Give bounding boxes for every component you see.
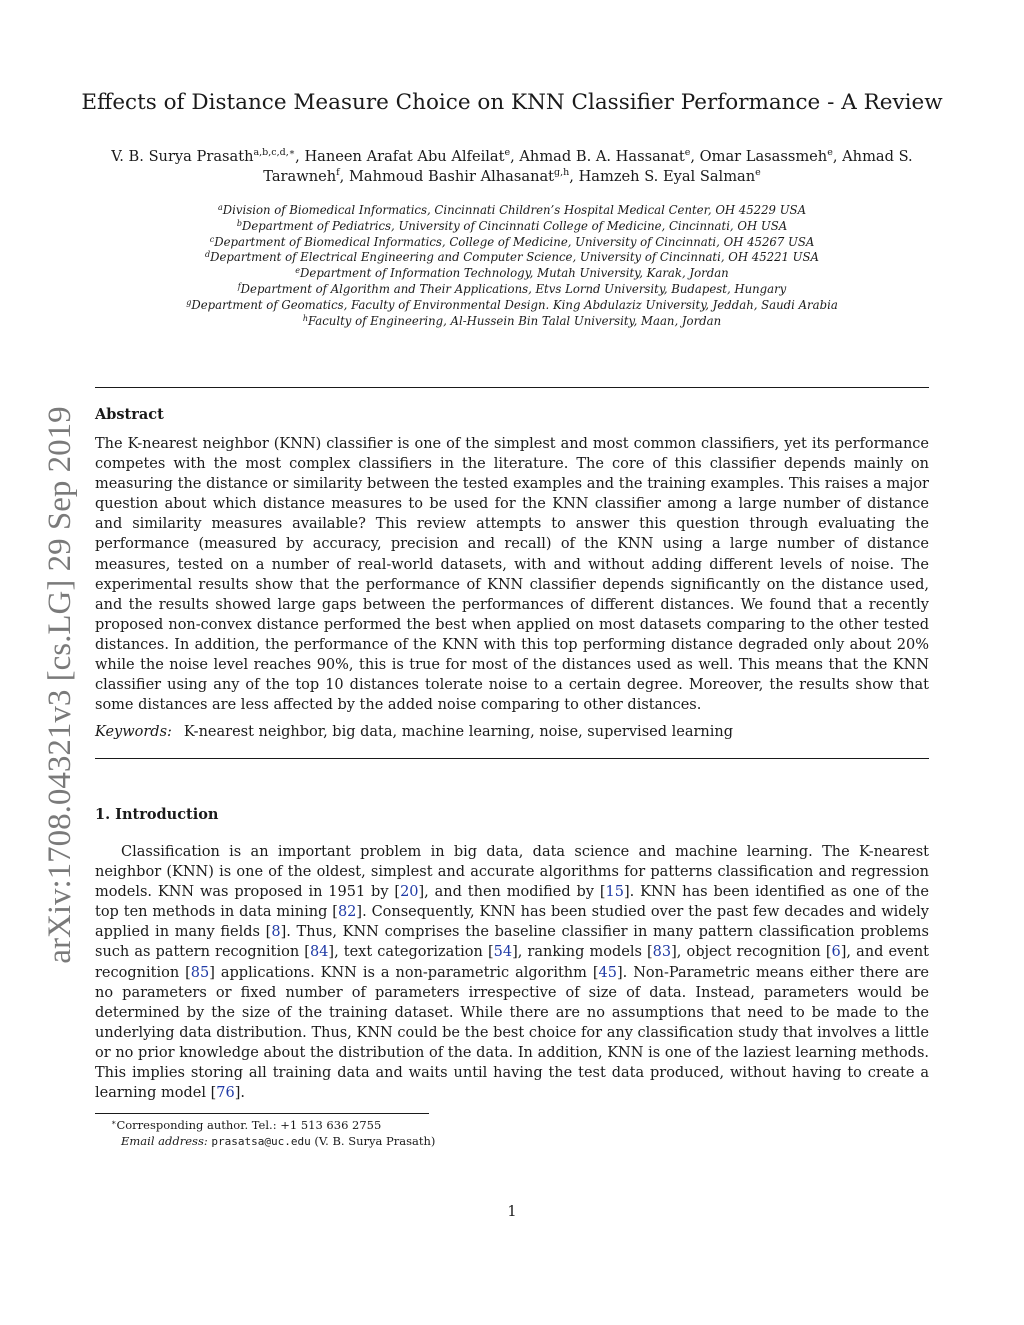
footnote-email	[121, 1134, 721, 1149]
author-separator: ,	[690, 148, 700, 165]
citation-link[interactable]: 6	[831, 944, 841, 961]
affiliation-list	[95, 203, 929, 329]
affiliation-marker: d	[205, 250, 211, 260]
arxiv-identifier: arXiv:1708.04321v3 [cs.LG] 29 Sep 2019	[42, 406, 78, 964]
author-affiliation-marker: e	[755, 167, 761, 178]
bottom-divider	[95, 758, 929, 759]
affiliation-text: Department of Information Technology, Mutah University, Karak, Jordan	[300, 266, 729, 281]
author-affiliation-marker: e	[504, 147, 511, 158]
introduction-text: ], ranking models [	[512, 944, 653, 961]
author-affiliation-marker: e	[827, 147, 833, 158]
author-separator: ,	[339, 168, 349, 185]
footnote-corresponding-text: Corresponding author. Tel.: +1 513 636 2755	[116, 1118, 382, 1132]
affiliation-line	[95, 298, 929, 314]
author-name: Mahmoud Bashir Alhasanat	[348, 168, 555, 185]
affiliation-marker: c	[209, 234, 215, 244]
citation-link[interactable]: 76	[216, 1085, 235, 1102]
introduction-text: ]. Non-Parametric means either there are no parameters or fixed number of parameters irrespective of size of data. Instead, parameters would be determined by the size of the training dataset. While there are no assumptions that need to be made to the underlying data distribution. Thus, KNN could be the best choice for any classification study that involves a little or no prior knowledge about the distribution of the data. In addition, KNN is one of the laziest learning methods. This implies storing all training data and waits until having the test data produced, without having to create a learning model [	[95, 964, 929, 1102]
affiliation-text: Department of Geomatics, Faculty of Environmental Design. King Abdulaziz University, Jeddah, Saudi Arabia	[191, 297, 838, 312]
citation-link[interactable]: 83	[652, 944, 672, 961]
citation-link[interactable]: 8	[271, 924, 281, 941]
affiliation-line	[95, 282, 929, 298]
affiliation-marker: f	[237, 281, 241, 291]
introduction-text: ], and event recognition [	[95, 944, 929, 981]
author-name: Haneen Arafat Abu Alfeilat	[304, 148, 505, 165]
author-separator: ,	[569, 168, 579, 185]
abstract-text: The K-nearest neighbor (KNN) classifier is one of the simplest and most common classifiers, yet its performance competes with the most complex classifiers in the literature. The core of this classifier depends mainly on measuring the distance or similarity between the tested examples and the training examples. This raises a major question about which distance measures to be used for the KNN classifier among a large number of distance and similarity measures available? This review attempts to answer this question through evaluating the performance (measured by accuracy, precision and recall) of the KNN using a large number of distance measures, tested on a number of real-world datasets, with and without adding different levels of noise. The experimental results show that the performance of KNN classifier depends significantly on the distance used, and the results showed large gaps between the performances of different distances. We found that a recently proposed non-convex distance performed the best when applied on most datasets comparing to the other tested distances. In addition, the performance of the KNN with this top performing distance degraded only about 20% while the noise level reaches 90%, this is true for most of the distances used as well. This means that the KNN classifier using any of the top 10 distances tolerate noise to a certain degree. Moreover, the results show that some distances are less affected by the added noise comparing to other distances.	[95, 436, 929, 714]
author-name: Hamzeh S. Eyal Salman	[578, 168, 756, 185]
keywords-label: Keywords:	[95, 724, 172, 740]
footnote-marker: ∗	[111, 1118, 117, 1127]
introduction-text: ], and then modified by [	[418, 884, 606, 901]
affiliation-marker: h	[302, 313, 308, 323]
paper-title: Effects of Distance Measure Choice on KNN Classifier Performance - A Review	[81, 90, 943, 115]
introduction-text: ]. Consequently, KNN has been studied over the past few decades and widely applied in many fields [	[95, 904, 929, 941]
email-label: Email address:	[121, 1134, 208, 1148]
keywords	[95, 724, 929, 740]
author-separator: ,	[510, 148, 520, 165]
introduction-text: ] applications. KNN is a non-parametric algorithm [	[209, 964, 599, 981]
abstract-heading: Abstract	[95, 406, 164, 423]
footnote-corresponding	[111, 1118, 711, 1133]
affiliation-marker: e	[295, 266, 301, 276]
author-affiliation-marker: a,b,c,d,∗	[253, 147, 296, 158]
author-name: Ahmad S. Tarawneh	[263, 148, 913, 185]
citation-link[interactable]: 54	[493, 944, 513, 961]
introduction-heading: 1. Introduction	[95, 806, 219, 823]
top-divider	[95, 387, 929, 388]
author-affiliation-marker: g,h	[554, 167, 570, 178]
citation-link[interactable]: 15	[605, 884, 624, 901]
affiliation-line	[95, 235, 929, 251]
introduction-text: ], text categorization [	[328, 944, 494, 961]
affiliation-text: Department of Biomedical Informatics, College of Medicine, University of Cincinnati, OH 45267 USA	[214, 234, 815, 249]
author-name: Ahmad B. A. Hassanat	[519, 148, 685, 165]
affiliation-marker: g	[186, 297, 192, 307]
keywords-text: K-nearest neighbor, big data, machine learning, noise, supervised learning	[183, 724, 733, 740]
author-name: Omar Lasassmeh	[699, 148, 828, 165]
citation-link[interactable]: 20	[400, 884, 419, 901]
affiliation-line	[95, 203, 929, 219]
email-address[interactable]: prasatsa@uc.edu	[211, 1135, 311, 1148]
affiliation-line	[95, 314, 929, 330]
affiliation-text: Department of Pediatrics, University of Cincinnati College of Medicine, Cincinnati, OH USA	[241, 218, 788, 233]
affiliation-text: Department of Electrical Engineering and Computer Science, University of Cincinnati, OH 45221 USA	[210, 250, 819, 265]
affiliation-line	[95, 219, 929, 235]
email-owner: (V. B. Surya Prasath)	[314, 1134, 436, 1148]
affiliation-line	[95, 250, 929, 266]
author-name: V. B. Surya Prasath	[111, 148, 254, 165]
author-list	[80, 147, 944, 187]
citation-link[interactable]: 82	[337, 904, 357, 921]
citation-link[interactable]: 84	[309, 944, 329, 961]
citation-link[interactable]: 85	[190, 964, 210, 981]
author-affiliation-marker: f	[336, 167, 340, 178]
footnote-divider	[95, 1113, 429, 1114]
author-affiliation-marker: e	[684, 147, 691, 158]
affiliation-text: Division of Biomedical Informatics, Cincinnati Children’s Hospital Medical Center, OH 45229 USA	[222, 203, 807, 217]
affiliation-marker: a	[217, 203, 223, 212]
affiliation-line	[95, 266, 929, 282]
introduction-text: ]. KNN has been identified as one of the top ten methods in data mining [	[95, 884, 929, 921]
introduction-paragraph	[95, 842, 929, 1103]
introduction-text: ]. Thus, KNN comprises the baseline classifier in many pattern classification problems such as pattern recognition [	[95, 924, 929, 961]
introduction-text: ], object recognition [	[671, 944, 832, 961]
introduction-text: ].	[234, 1085, 245, 1102]
affiliation-text: Department of Algorithm and Their Applications, Etvs Lornd University, Budapest, Hungary	[240, 281, 787, 296]
author-separator: ,	[832, 148, 843, 165]
introduction-text: Classification is an important problem in big data, data science and machine learning. The K-nearest neighbor (KNN) is one of the oldest, simplest and accurate algorithms for patterns classification and regression models. KNN was proposed in 1951 by [	[95, 844, 929, 901]
affiliation-marker: b	[236, 218, 242, 228]
author-separator: ,	[295, 148, 305, 165]
affiliation-text: Faculty of Engineering, Al-Hussein Bin Talal University, Maan, Jordan	[307, 313, 722, 328]
citation-link[interactable]: 45	[598, 964, 617, 981]
page-number: 1	[507, 1204, 517, 1220]
